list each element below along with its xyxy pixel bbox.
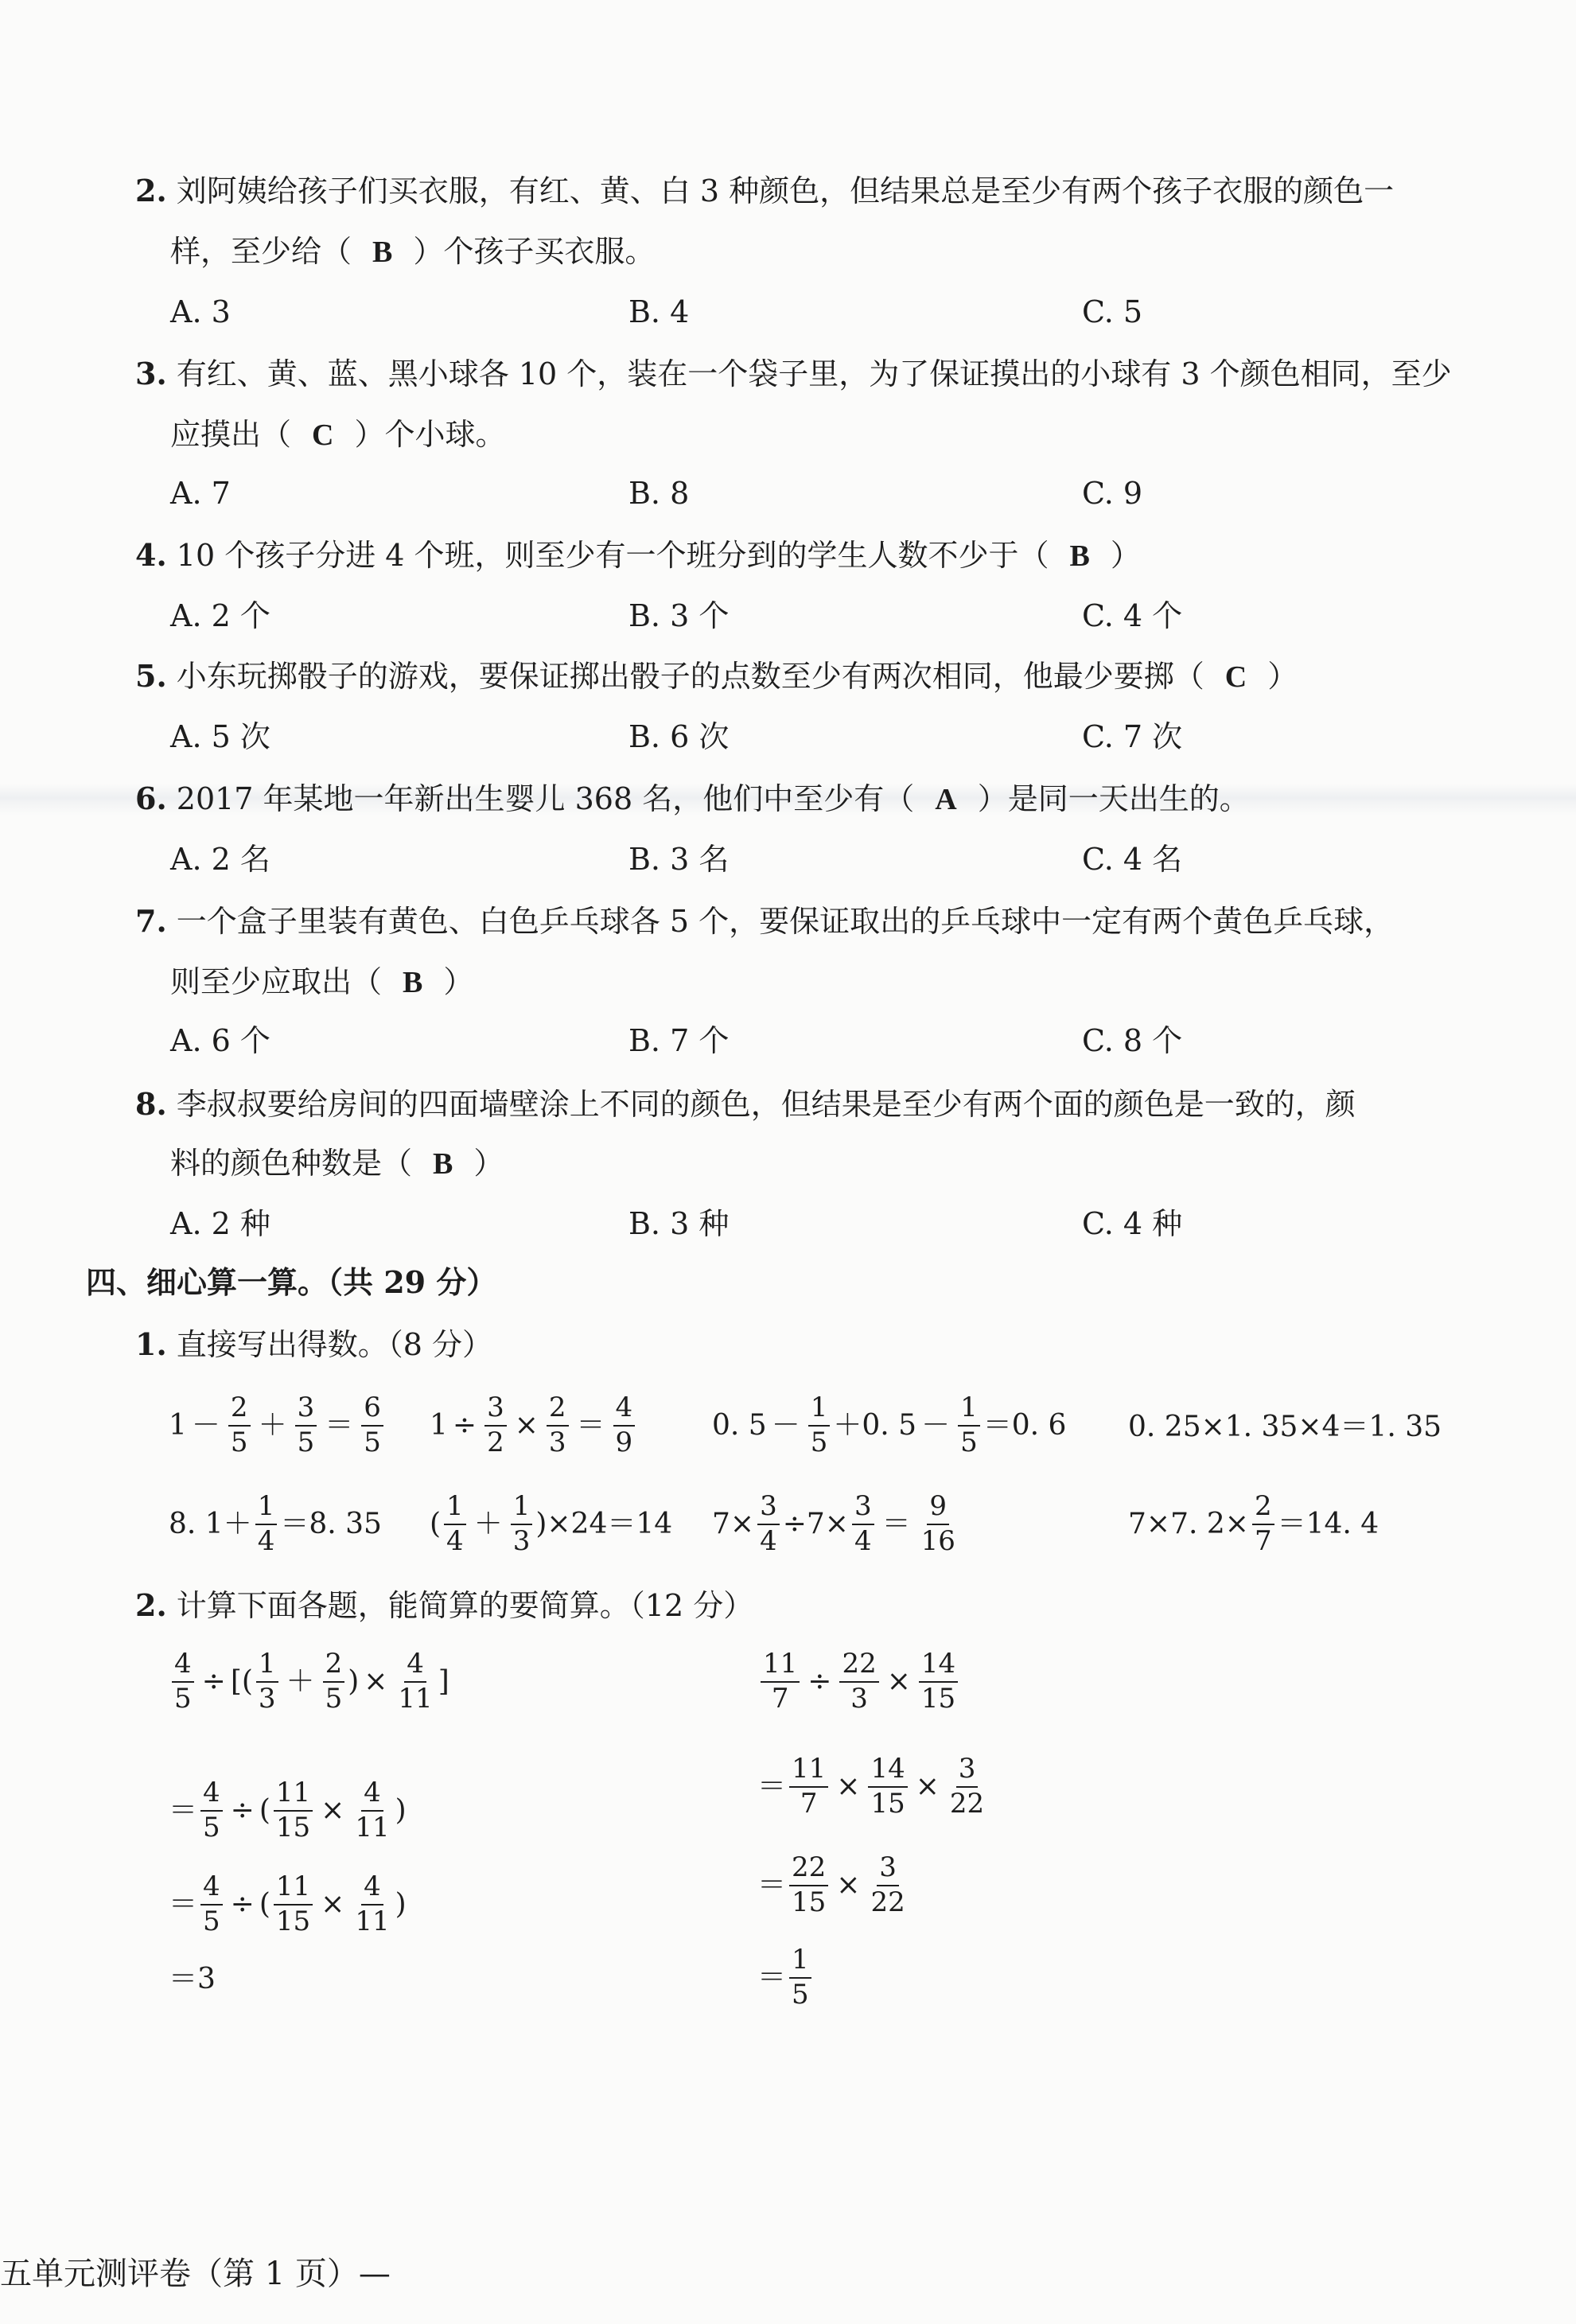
answer-2: B <box>372 236 393 269</box>
answer-5: C <box>1224 660 1247 694</box>
option-5a: A. 5 次 <box>170 719 270 754</box>
calc-right-step1: ＝ $\frac{11}{7}$ × $\frac{14}{15}$ × $\frac{3}{22}$ <box>757 1753 985 1820</box>
option-7c: C. 8 个 <box>1082 1023 1183 1058</box>
option-2c: C. 5 <box>1082 294 1143 329</box>
question-7-line1: 7. 一个盒子里装有黄色、白色乒乓球各 5 个，要保证取出的乒乓球中一定有两个黄色乒乓球， <box>135 903 1395 939</box>
option-7b: B. 7 个 <box>628 1023 730 1058</box>
calc-left-step2: ＝ $\frac{4}{5}$ ÷ ( $\frac{11}{15}$ × $\frac{4}{11}$ ) <box>169 1870 407 1937</box>
expr-r2c1: 8. 1＋ 1 4 ＝8. 35 <box>169 1490 382 1557</box>
option-8c: C. 4 种 <box>1082 1206 1183 1241</box>
option-6c: C. 4 名 <box>1082 842 1183 877</box>
option-3c: C. 9 <box>1082 476 1143 511</box>
option-8a: A. 2 种 <box>170 1206 270 1241</box>
question-6-line1: 6. 2017 年某地一年新出生婴儿 368 名，他们中至少有（ A ）是同一天出生的。 <box>135 781 1250 816</box>
expr-r2c3: 7× $\frac{3}{4}$ ÷7× $\frac{3}{4}$ ＝ 9 16 <box>712 1490 955 1557</box>
section-4-sub2: 2. 计算下面各题，能简算的要简算。（12 分） <box>135 1587 754 1623</box>
expr-r1c2: 1 ÷ $\frac{3}{2}$ × $\frac{2}{3}$ ＝ 4 9 <box>430 1394 638 1457</box>
question-7-line2: 则至少应取出（ B ） <box>170 964 474 999</box>
option-4c: C. 4 个 <box>1082 598 1183 633</box>
calc-right-result: ＝ 1 5 <box>757 1946 815 2009</box>
question-2-line1: 2. 刘阿姨给孩子们买衣服，有红、黄、白 3 种颜色，但结果总是至少有两个孩子衣服的颜色一 <box>135 173 1395 208</box>
question-3-line1: 3. 有红、黄、蓝、黑小球各 10 个，装在一个袋子里，为了保证摸出的小球有 3 个颜色相同，至少 <box>135 356 1452 391</box>
calc-left-step1: ＝ $\frac{4}{5}$ ÷ ( $\frac{11}{15}$ × $\frac{4}{11}$ ) <box>169 1777 407 1843</box>
page-footer: 五单元测评卷（第 1 页）— <box>0 2256 391 2292</box>
option-5b: B. 6 次 <box>628 719 730 754</box>
question-5-line1: 5. 小东玩掷骰子的游戏，要保证掷出骰子的点数至少有两次相同，他最少要掷（ C ） <box>135 658 1298 694</box>
option-7a: A. 6 个 <box>170 1023 270 1058</box>
question-4-line1: 4. 10 个孩子分进 4 个班，则至少有一个班分到的学生人数不少于（ B ） <box>135 537 1141 573</box>
option-3b: B. 8 <box>628 476 690 511</box>
answer-7: B <box>403 966 423 999</box>
answer-3: C <box>312 418 334 452</box>
section-4-title: 四、细心算一算。（共 29 分） <box>86 1264 497 1300</box>
question-8-line1: 8. 李叔叔要给房间的四面墙壁涂上不同的颜色，但结果是至少有两个面的颜色是一致的，颜 <box>135 1086 1356 1122</box>
expr-r2c4: 7×7. 2× $\frac{2}{7}$ ＝14. 4 <box>1128 1490 1379 1557</box>
question-2-line2: 样，至少给（ B ）个孩子买衣服。 <box>170 234 656 269</box>
option-4a: A. 2 个 <box>170 598 270 633</box>
calc-left-step0: $\frac{4}{5}$ ÷ [ ( 1 3 ＋ 2 5 ) × $\frac{4}{11}$ ] <box>169 1650 449 1713</box>
expr-r2c2: ( 1 4 ＋ 1 3 )×24＝14 <box>430 1490 673 1557</box>
question-3-line2: 应摸出（ C ）个小球。 <box>170 417 506 452</box>
section-4-sub1: 1. 直接写出得数。（8 分） <box>135 1326 493 1362</box>
calc-right-step2: ＝ $\frac{22}{15}$ × $\frac{3}{22}$ <box>757 1851 905 1918</box>
expr-r1c4: 0. 25×1. 35×4＝1. 35 <box>1128 1411 1442 1443</box>
option-4b: B. 3 个 <box>628 598 730 633</box>
option-2b: B. 4 <box>628 294 690 329</box>
expr-r1c3: 0. 5 － 1 5 ＋0. 5 － 1 5 ＝0. 6 <box>712 1392 1067 1458</box>
option-8b: B. 3 种 <box>628 1206 730 1241</box>
option-6b: B. 3 名 <box>628 842 730 877</box>
calc-left-result: ＝3 <box>169 1963 216 1995</box>
answer-6: A <box>935 783 957 816</box>
answer-8: B <box>433 1147 453 1181</box>
question-8-line2: 料的颜色种数是（ B ） <box>170 1146 504 1181</box>
expr-r1c1: 1 － 2 5 ＋ 3 5 ＝ 6 5 <box>169 1394 387 1457</box>
calc-right-step0: $\frac{11}{7}$ ÷ $\frac{22}{3}$ × $\frac{14}{15}$ <box>757 1650 961 1713</box>
option-3a: A. 7 <box>170 476 231 511</box>
option-2a: A. 3 <box>170 294 231 329</box>
option-6a: A. 2 名 <box>170 842 270 877</box>
answer-4: B <box>1069 539 1090 573</box>
option-5c: C. 7 次 <box>1082 719 1183 754</box>
